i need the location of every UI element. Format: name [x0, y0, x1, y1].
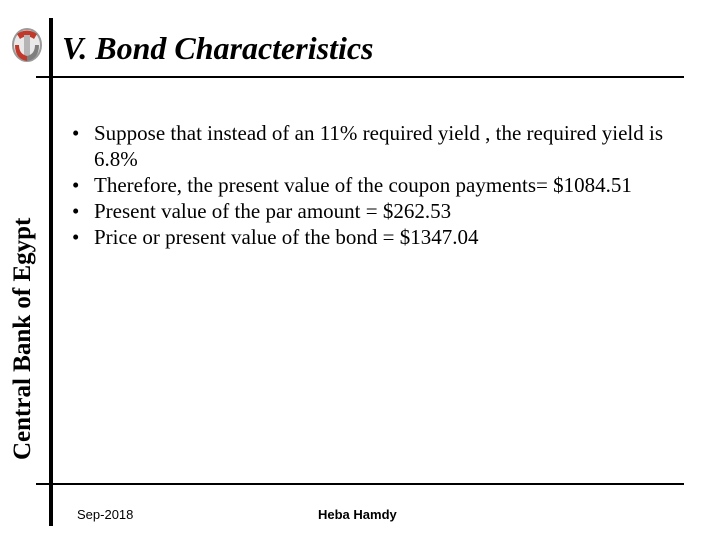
bullet-icon: •: [72, 199, 80, 223]
bullet-item: [72, 120, 692, 172]
bullet-text: Price or present value of the bond = $1347.04: [94, 225, 479, 249]
bullet-item: [72, 224, 692, 250]
footer-divider: [36, 483, 684, 485]
bullet-icon: •: [72, 173, 80, 197]
bullet-item: [72, 172, 692, 198]
vertical-divider: [49, 18, 53, 526]
bullet-list: [72, 120, 692, 250]
sidebar-title: Central Bank of Egypt: [9, 217, 36, 460]
slide-title: V. Bond Characteristics: [62, 30, 374, 66]
title-divider: [36, 76, 684, 78]
bullet-icon: •: [72, 121, 80, 145]
bullet-icon: •: [72, 225, 80, 249]
bullet-text: Present value of the par amount = $262.53: [94, 199, 452, 223]
bullet-item: [72, 198, 692, 224]
central-bank-logo-icon: [11, 25, 43, 65]
bullet-text: Suppose that instead of an 11% required yield , the required yield is 6.8%: [94, 121, 663, 171]
footer-author: Heba Hamdy: [318, 507, 397, 522]
footer-date: Sep-2018: [77, 507, 134, 522]
bullet-text: Therefore, the present value of the coupon payments= $1084.51: [94, 173, 632, 197]
